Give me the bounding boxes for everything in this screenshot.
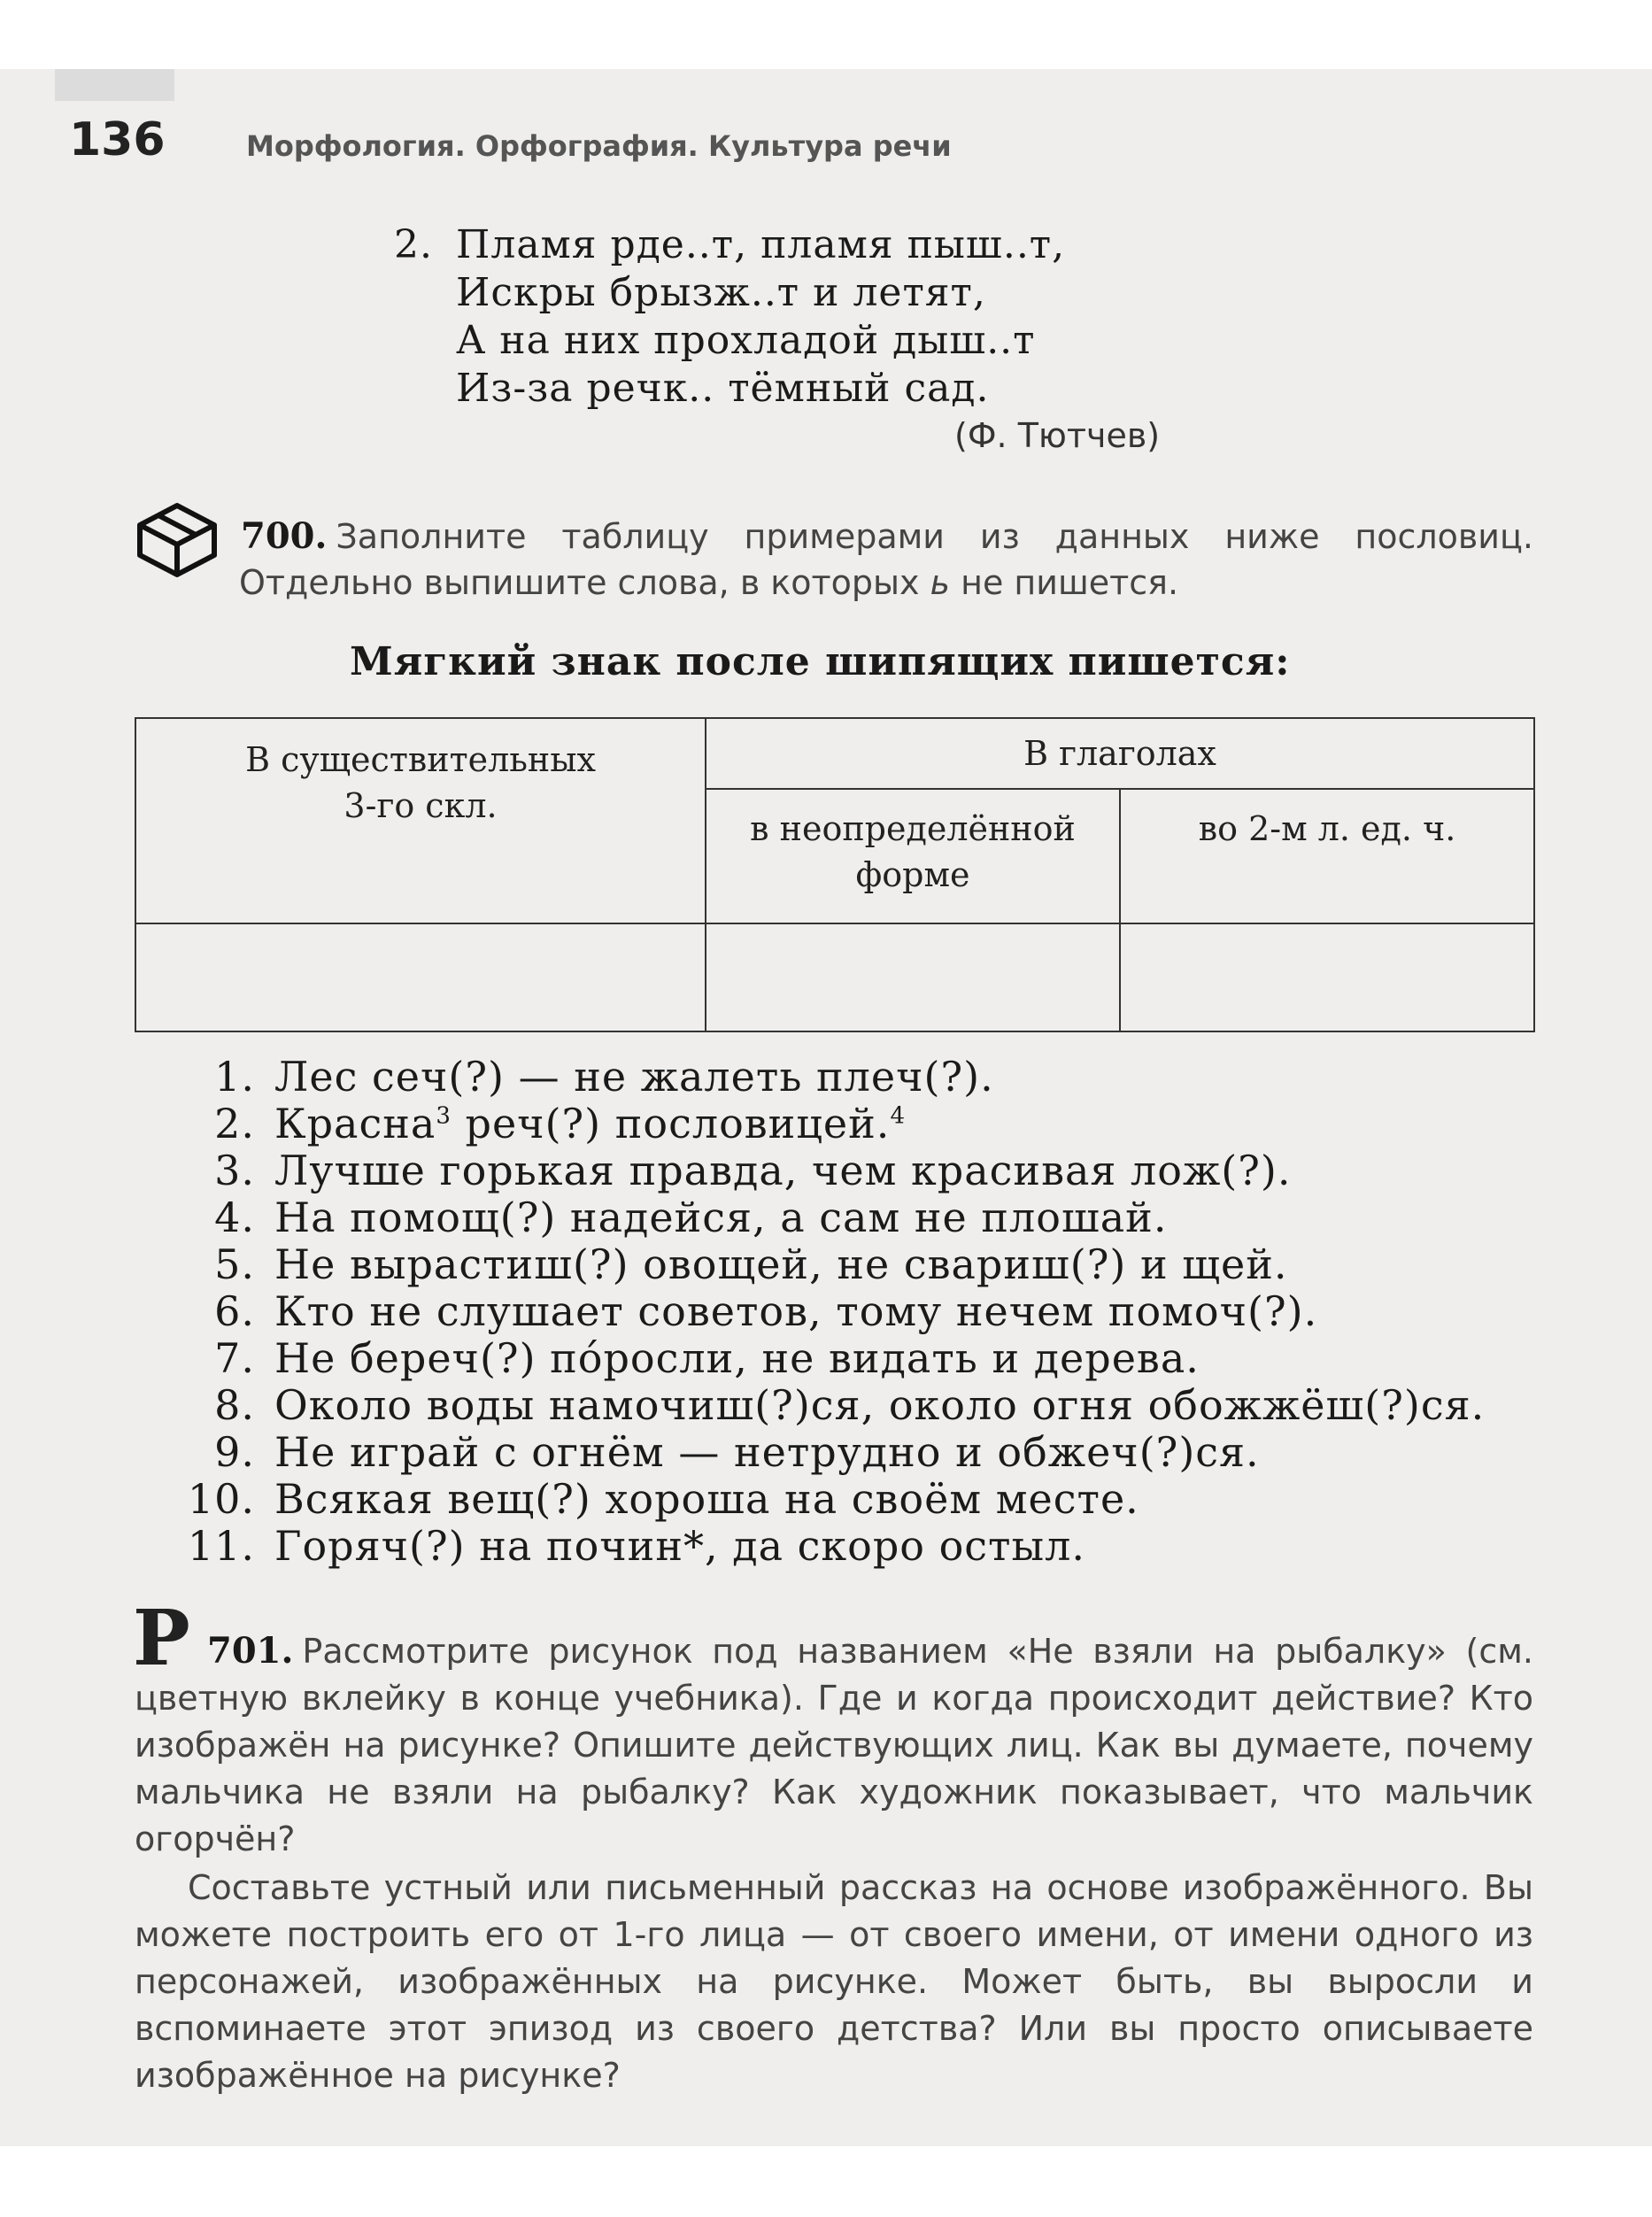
list-item: 4. На помощ(?) надейся, а сам не плошай. [214, 1193, 1168, 1241]
task-number: 701. [207, 1630, 294, 1672]
header-infinitive: в неопределённой форме [706, 789, 1120, 923]
list-item: 10. Всякая вещ(?) хороша на своём месте. [187, 1475, 1139, 1523]
task-number: 700. [241, 515, 328, 557]
soft-sign-table [135, 717, 1535, 1032]
speech-task-marker: Р [133, 1594, 190, 1683]
list-item: 3. Лучше горькая правда, чем красивая лож(?). [214, 1147, 1292, 1194]
header-nouns: В существительных 3-го скл. [135, 718, 706, 923]
poem-line: Искры брызж..т и летят, [456, 270, 986, 315]
list-item: 1. Лес сеч(?) — не жалеть плеч(?). [214, 1053, 994, 1101]
list-item: 6. Кто не слушает советов, тому нечем помоч(?). [214, 1287, 1318, 1335]
footnote-marker: 4 [890, 1102, 906, 1130]
empty-cell-second-person [1120, 923, 1534, 1031]
header-verbs: В глаголах [706, 718, 1534, 789]
empty-cell-infinitive [706, 923, 1120, 1031]
list-item: 5. Не вырастиш(?) овощей, не свариш(?) и щей. [214, 1240, 1288, 1288]
task-701 [135, 1627, 1533, 2099]
list-item: 9. Не играй с огнём — нетрудно и обжеч(?)ся. [214, 1428, 1260, 1476]
task-700-line-1: 700. Заполните таблицу примерами из данных ниже пословиц. [241, 515, 1533, 557]
task-700 [241, 514, 1533, 606]
soft-sign-letter: ь [930, 563, 950, 602]
poem-attribution: (Ф. Тютчев) [954, 416, 1161, 455]
list-item: 2. Красна$^3$ реч(?) пословицей.$^4$ [214, 1100, 906, 1147]
cube-icon [133, 500, 221, 580]
poem-number: 2. [394, 222, 433, 267]
page-number: 136 [69, 113, 166, 166]
running-title: Морфология. Орфография. Культура речи [246, 129, 952, 163]
empty-cell-nouns [135, 923, 706, 1031]
footnote-marker: 3 [436, 1102, 452, 1130]
list-item: 7. Не береч(?) по́росли, не видать и дерева. [214, 1334, 1200, 1382]
task-700-line-2: Отдельно выпишите слова, в которых ь не пишется. [239, 563, 1179, 602]
poem-line: 2. Пламя рде..т, пламя пыш..т, [394, 222, 1066, 267]
poem-excerpt [394, 221, 1065, 413]
task-701-paragraph: 701. Рассмотрите рисунок под названием «Не взяли на рыбалку» (см. цветную вклейку в конце учебника). Где и когда происходит действие? Кто изображён на рисунке? Опишите действующих лиц. Как вы думаете, почему мальчика не взяли на рыбалку? Как художник показывает, что мальчик огорчён? [135, 1630, 1533, 1858]
header-second-person: во 2-м л. ед. ч. [1120, 789, 1534, 923]
list-item: 8. Около воды намочиш(?)ся, около огня обожжёш(?)ся. [214, 1381, 1486, 1429]
scan-smudge [55, 69, 174, 101]
proverb-list [151, 1054, 1485, 1570]
poem-line: А на них прохладой дыш..т [456, 318, 1036, 363]
poem-line: Из-за речк.. тёмный сад. [456, 366, 990, 411]
list-item: 11. Горяч(?) на почин*, да скоро остыл. [187, 1522, 1085, 1570]
task-701-paragraph: Составьте устный или письменный рассказ на основе изображённого. Вы можете построить его от 1-го лица — от своего имени, от имени одного из персонажей, изображённых на рисунке. Может быть, вы выросли и вспоминаете этот эпизод из своего детства? Или вы просто описываете изображённое на рисунке? [135, 1868, 1533, 2095]
table-title: Мягкий знак после шипящих пишется: [350, 639, 1291, 684]
